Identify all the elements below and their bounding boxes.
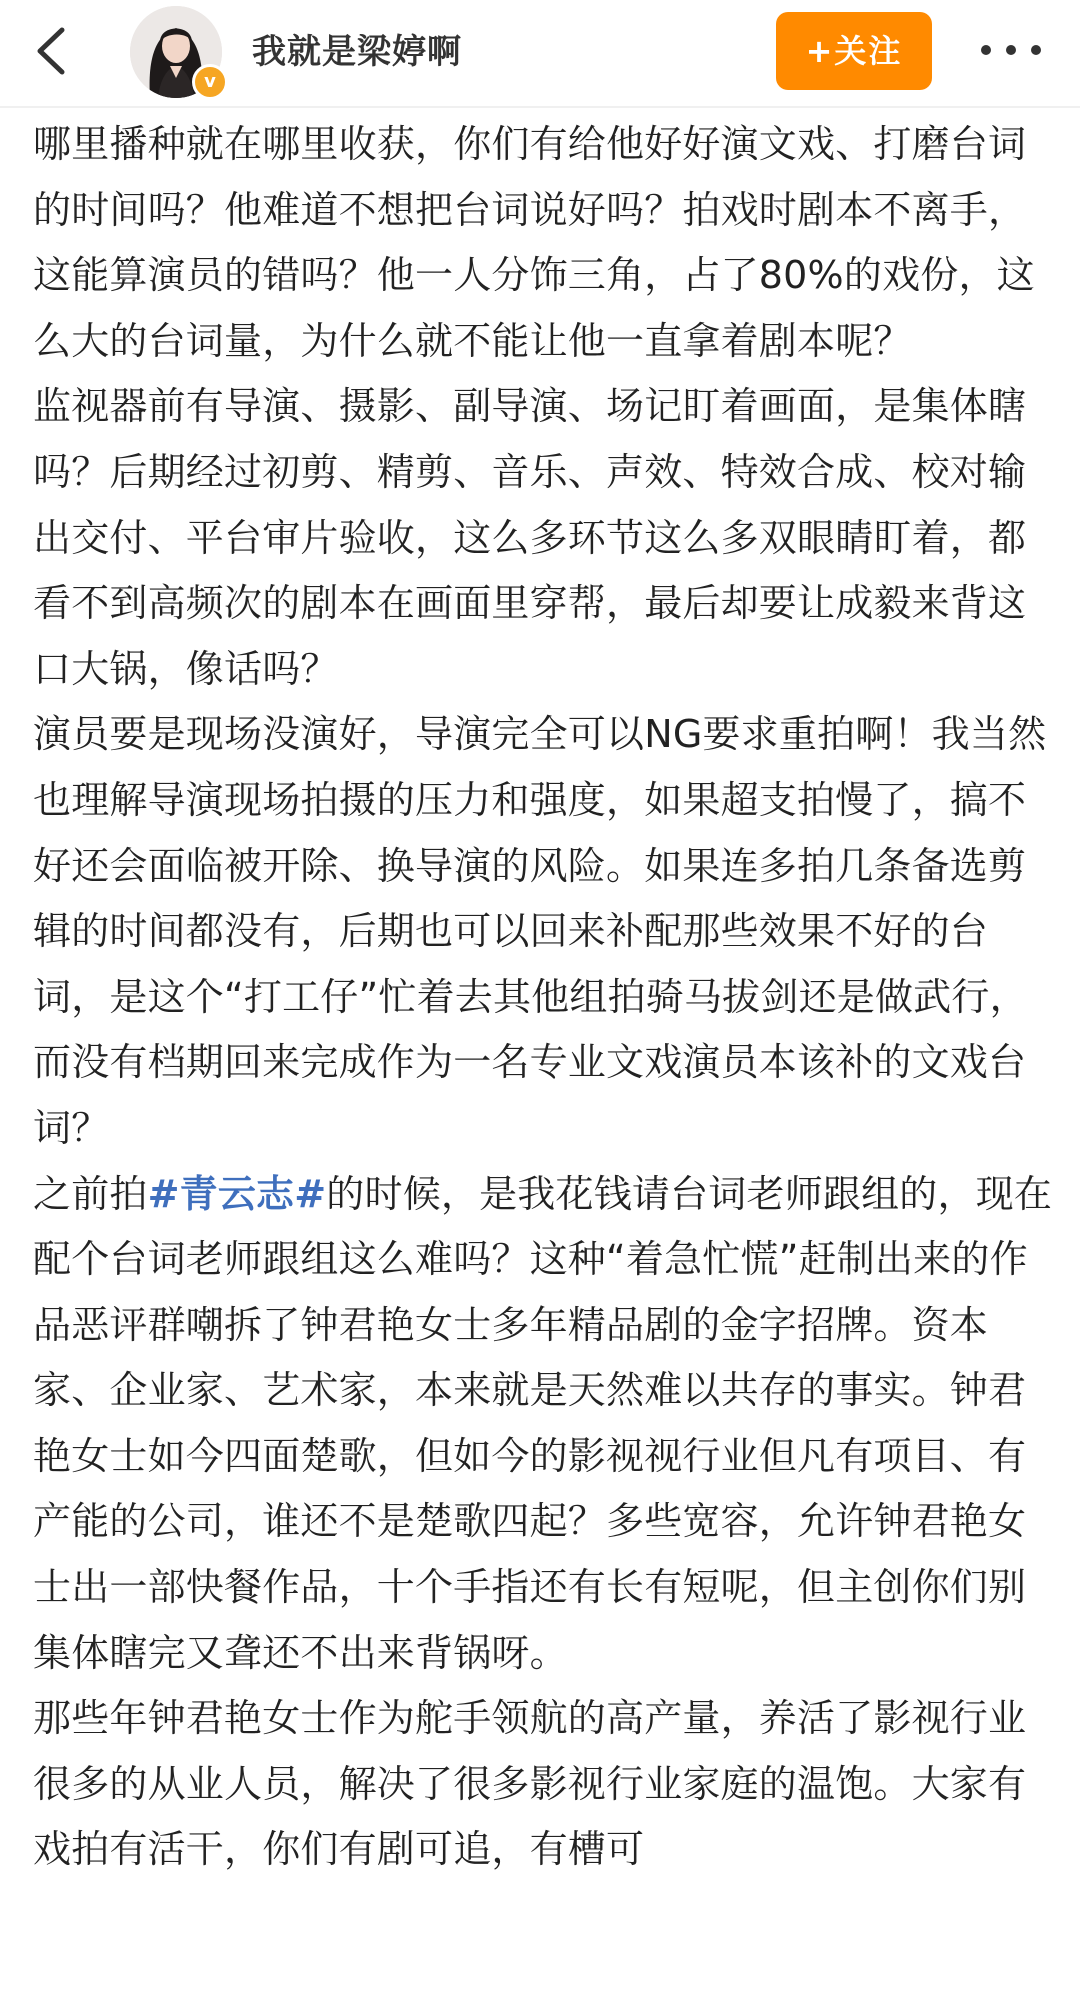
avatar[interactable] [130,6,226,102]
post-text: 的时候，是我花钱请台词老师跟组的，现在配个台词老师跟组这么难吗？这种“着急忙慌”赶制出来的作品恶评群嘲拆了钟君艳女士多年精品剧的金字招牌。资本家、企业家、艺术家，本来就是天然难以共存的事实。钟君艳女士如今四面楚歌，但如今的影视视行业但凡有项目、有产能的公司，谁还不是楚歌四起？多些宽容，允许钟君艳女士出一部快餐作品，十个手指还有长有短呢，但主创你们别集体瞎完又聋还不出来背锅呀。 [33,1171,1053,1675]
post-paragraph-5: 那些年钟君艳女士作为舵手领航的高产量，养活了影视行业很多的从业人员，解决了很多影视行业家庭的温饱。大家有戏拍有活干，你们有剧可追，有槽可 [33,1696,1027,1872]
topic-link[interactable]: #青云志# [147,1171,327,1216]
post-paragraph-4 [33,1162,1053,1687]
post-text: 之前拍 [33,1171,148,1216]
username[interactable]: 我就是梁婷啊 [252,32,462,72]
post-body [33,112,1053,1883]
back-button[interactable] [22,20,84,82]
verified-v-icon: v [192,64,228,100]
more-button[interactable] [976,30,1046,70]
post-paragraph-3: 演员要是现场没演好，导演完全可以NG要求重拍啊！我当然也理解导演现场拍摄的压力和强度，如果超支拍慢了，搞不好还会面临被开除、换导演的风险。如果连多拍几条备选剪辑的时间都没有，后期也可以回来补配那些效果不好的台词，是这个“打工仔”忙着去其他组拍骑马拔剑还是做武行，而没有档期回来完成作为一名专业文戏演员本该补的文戏台词？ [33,712,1047,1150]
follow-button[interactable]: +关注 [776,12,932,90]
more-dots-icon [976,30,1046,70]
post-paragraph-1: 哪里播种就在哪里收获，你们有给他好好演文戏、打磨台词的时间吗？他难道不想把台词说好吗？拍戏时剧本不离手，这能算演员的错吗？他一人分饰三角，占了80%的戏份，这么大的台词量，为什么就不能让他一直拿着剧本呢？ [33,122,1035,363]
top-bar [0,0,1080,108]
post-paragraph-2: 监视器前有导演、摄影、副导演、场记盯着画面，是集体瞎吗？后期经过初剪、精剪、音乐、声效、特效合成、校对输出交付、平台审片验收，这么多环节这么多双眼睛盯着，都看不到高频次的剧本在画面里穿帮，最后却要让成毅来背这口大锅，像话吗？ [33,384,1027,691]
chevron-left-icon [22,20,84,82]
